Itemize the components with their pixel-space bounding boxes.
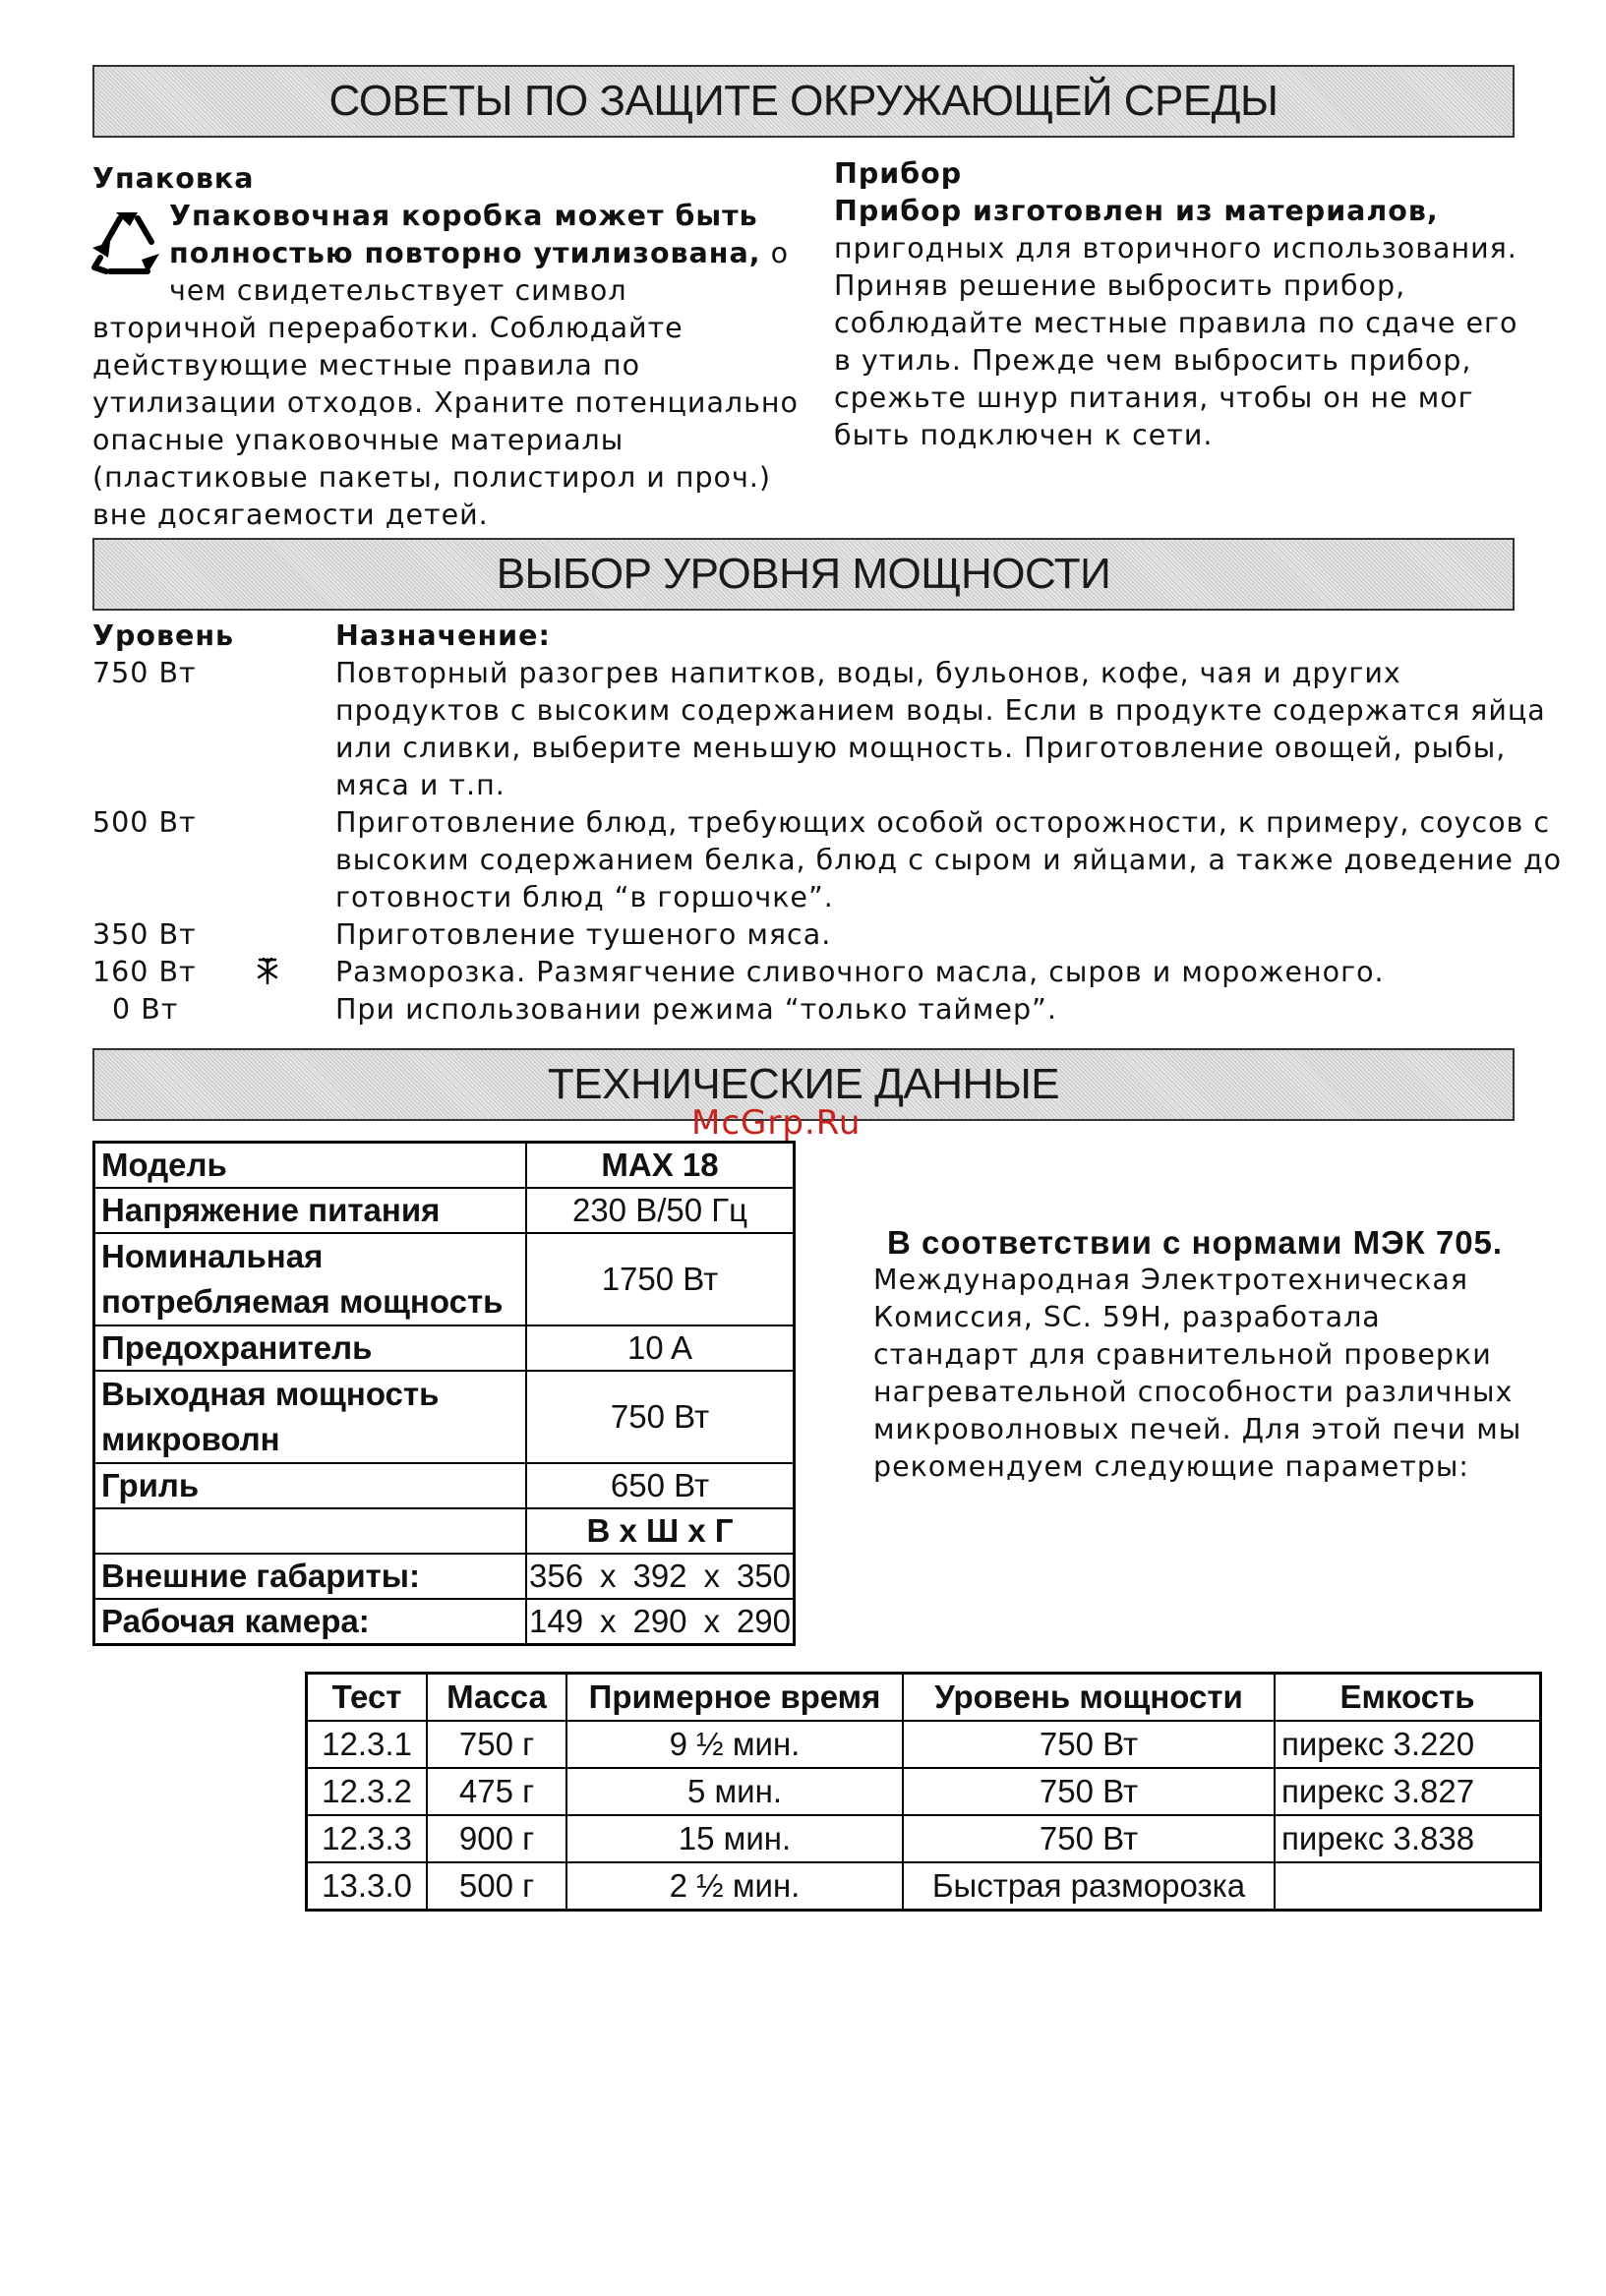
spec-value: 149 x 290 x 290 [526,1599,795,1645]
table-cell: 750 Вт [903,1721,1275,1768]
iec-block [873,1224,1562,1486]
packaging-line: (пластиковые пакеты, полистирол и проч.) [92,461,772,494]
spec-key: Предохранитель [94,1325,527,1371]
power-purpose-750: Повторный разогрев напитков, воды, бульонов, кофе, чая и других продуктов с высоким содержанием воды. Если в продукте содержатся яйца или сливки, выберите меньшую мощность. Приготовление овощей, рыбы, мяса и т.п. [335,657,1546,801]
table-cell: 2 ½ мин. [566,1862,903,1911]
tech-section-title: ТЕХНИЧЕСКИЕ ДАННЫЕ [92,1048,1515,1121]
spec-value: 750 Вт [526,1371,795,1463]
spec-key [94,1508,527,1554]
packaging-heading: Упаковка [92,162,255,195]
env-section-title: СОВЕТЫ ПО ЗАЩИТЕ ОКРУЖАЮЩЕЙ СРЕДЫ [92,65,1515,138]
spec-value: 1750 Вт [526,1233,795,1325]
table-row [94,1325,795,1371]
table-cell: 15 мин. [566,1815,903,1862]
packaging-line: утилизации отходов. Храните потенциально [92,386,799,419]
power-level-500: 500 Вт [92,806,197,839]
table-row [94,1508,795,1554]
table-row [94,1554,795,1599]
table-cell: 5 мин. [566,1768,903,1815]
col-header: Емкость [1275,1674,1541,1722]
spec-value: 230 В/50 Гц [526,1188,795,1233]
packaging-bold-line-2: полностью повторно утилизована, о [169,237,790,269]
appliance-line: срежьте шнур питания, чтобы он не мог [834,382,1474,414]
table-row [94,1599,795,1645]
power-level-0: 0 Вт [112,993,179,1026]
packaging-line: опасные упаковочные материалы [92,424,625,456]
table-row [94,1233,795,1325]
table-cell: 12.3.1 [307,1721,428,1768]
iec-heading: В соответствии с нормами МЭК 705. [887,1224,1504,1261]
watermark-text: McGrp.Ru [691,1103,862,1143]
spec-value: 356 x 392 x 350 [526,1554,795,1599]
packaging-line: вне досягаемости детей. [92,499,489,531]
power-purpose-350: Приготовление тушеного мяса. [335,918,832,951]
spec-key: Напряжение питания [94,1188,527,1233]
table-cell: 750 Вт [903,1768,1275,1815]
spec-value: 650 Вт [526,1463,795,1508]
iec-line: Международная Электротехническая [873,1264,1469,1296]
packaging-line: чем свидетельствует символ [169,274,627,307]
table-cell: 900 г [427,1815,566,1862]
power-col-level: Уровень [92,619,235,652]
table-row [307,1768,1541,1815]
appliance-line: быть подключен к сети. [834,419,1214,451]
appliance-line: Приняв решение выбросить прибор, [834,269,1406,302]
spec-key: Выходная мощность микроволн [94,1371,527,1463]
iec-line: нагревательной способности различных [873,1376,1514,1408]
packaging-line: вторичной переработки. Соблюдайте [92,312,684,344]
power-level-350: 350 Вт [92,918,197,951]
recycle-icon [90,206,167,283]
power-level-750: 750 Вт [92,657,197,689]
spec-table [92,1141,796,1646]
spec-key: Гриль [94,1463,527,1508]
table-cell: 9 ½ мин. [566,1721,903,1768]
spec-key: Номинальная потребляемая мощность [94,1233,527,1325]
table-cell: 475 г [427,1768,566,1815]
appliance-line: в утиль. Прежде чем выбросить прибор, [834,344,1472,377]
spec-value: 10 A [526,1325,795,1371]
table-cell: пирекс 3.827 [1275,1768,1541,1815]
appliance-bold: Прибор изготовлен из материалов, [834,195,1439,227]
table-row [94,1188,795,1233]
table-cell: пирекс 3.220 [1275,1721,1541,1768]
table-row [94,1371,795,1463]
snowflake-defrost-icon [254,956,281,985]
iec-line: стандарт для сравнительной проверки [873,1338,1492,1371]
power-col-purpose: Назначение: [335,619,551,652]
table-cell: 750 Вт [903,1815,1275,1862]
iec-line: рекомендуем следующие параметры: [873,1450,1470,1483]
power-purpose-160: Разморозка. Размягчение сливочного масла, сыров и мороженого. [335,956,1385,988]
iec-line: микроволновых печей. Для этой печи мы [873,1413,1522,1445]
table-cell: 12.3.2 [307,1768,428,1815]
table-cell [1275,1862,1541,1911]
table-cell: 12.3.3 [307,1815,428,1862]
power-purpose-500: Приготовление блюд, требующих особой осторожности, к примеру, соусов с высоким содержанием белка, блюд с сыром и яйцами, а также доведение до готовности блюд “в горшочке”. [335,806,1563,913]
table-row [307,1815,1541,1862]
col-header: Уровень мощности [903,1674,1275,1722]
table-header-row [307,1674,1541,1722]
power-level-160: 160 Вт [92,956,197,988]
appliance-line: пригодных для вторичного использования. [834,232,1517,265]
power-section-title: ВЫБОР УРОВНЯ МОЩНОСТИ [92,538,1515,611]
col-header: Масса [427,1674,566,1722]
spec-dims-header: В x Ш x Г [526,1508,795,1554]
table-cell: пирекс 3.838 [1275,1815,1541,1862]
spec-value: MAX 18 [526,1143,795,1189]
table-row [307,1721,1541,1768]
table-cell: Быстрая разморозка [903,1862,1275,1911]
table-row [94,1463,795,1508]
table-cell: 13.3.0 [307,1862,428,1911]
test-table [305,1672,1542,1912]
table-cell: 750 г [427,1721,566,1768]
power-purpose-0: При использовании режима “только таймер”. [335,993,1057,1026]
packaging-block [92,160,801,534]
appliance-block [834,155,1562,454]
packaging-line: действующие местные правила по [92,349,640,382]
table-row [94,1143,795,1189]
appliance-heading: Прибор [834,157,963,190]
spec-key: Рабочая камера: [94,1599,527,1645]
spec-key: Модель [94,1143,527,1189]
packaging-bold-line-1: Упаковочная коробка может быть [169,200,758,232]
col-header: Тест [307,1674,428,1722]
appliance-line: соблюдайте местные правила по сдаче его [834,307,1518,339]
iec-line: Комиссия, SC. 59H, разработала [873,1301,1381,1333]
table-row [307,1862,1541,1911]
col-header: Примерное время [566,1674,903,1722]
table-cell: 500 г [427,1862,566,1911]
spec-key: Внешние габариты: [94,1554,527,1599]
